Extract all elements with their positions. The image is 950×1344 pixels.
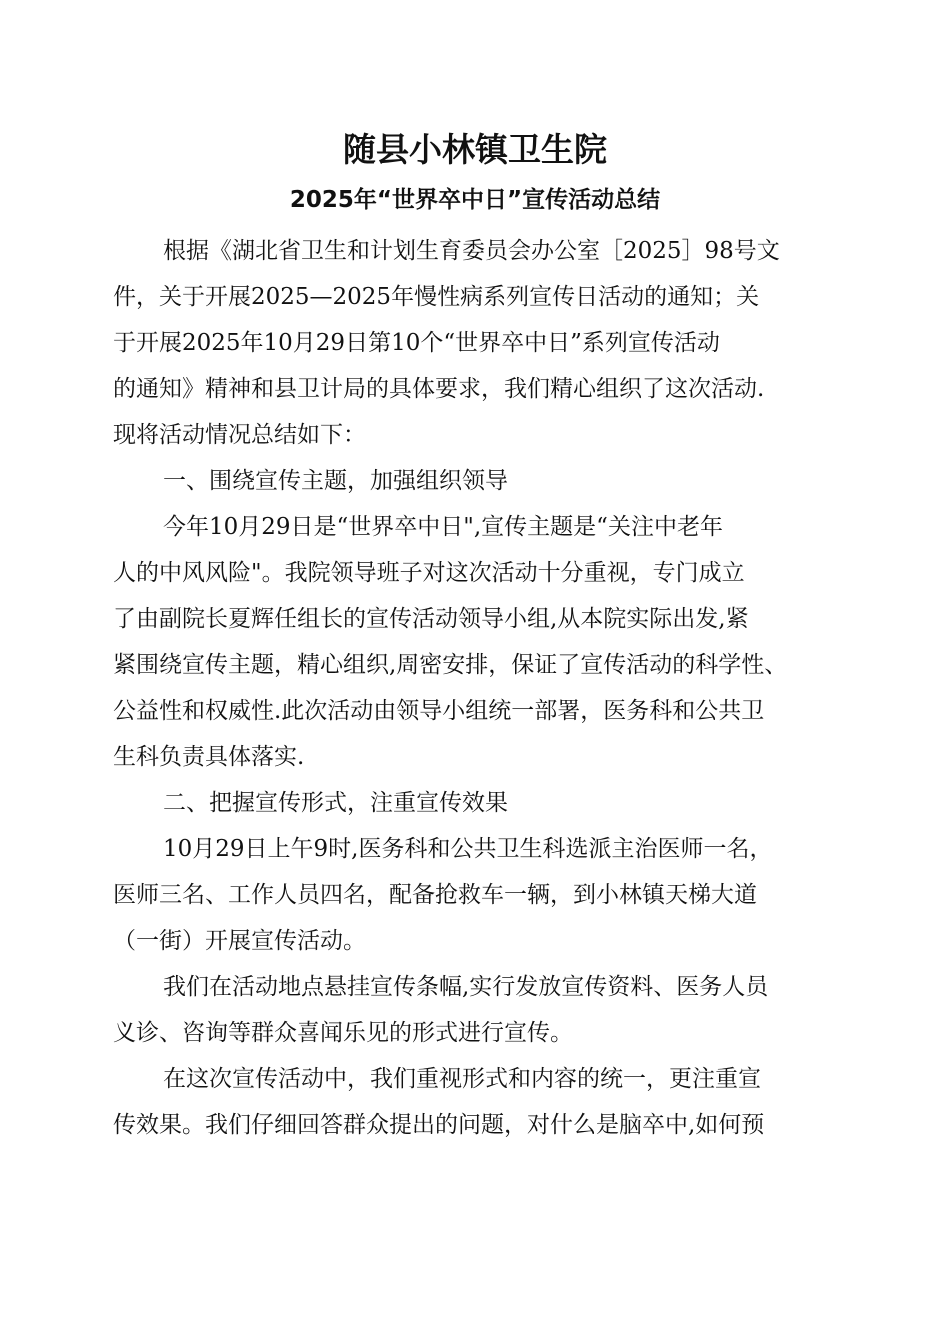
body-line: 生科负责具体落实. bbox=[113, 744, 305, 770]
body-line: 今年10月29日是“世界卒中日",宣传主题是“关注中老年 bbox=[163, 514, 723, 540]
body-line: 了由副院长夏辉任组长的宣传活动领导小组,从本院实际出发,紧 bbox=[113, 606, 749, 632]
document-subtitle: 2025年“世界卒中日”宣传活动总结 bbox=[289, 187, 661, 213]
body-line: 人的中风风险"。我院领导班子对这次活动十分重视，专门成立 bbox=[113, 560, 745, 586]
body-line: 我们在活动地点悬挂宣传条幅,实行发放宣传资料、医务人员 bbox=[163, 974, 769, 1000]
document-body bbox=[113, 228, 853, 1148]
body-line: 于开展2025年10月29日第10个“世界卒中日”系列宣传活动 bbox=[113, 330, 720, 356]
body-line: 在这次宣传活动中，我们重视形式和内容的统一，更注重宣 bbox=[163, 1066, 761, 1092]
section-heading: 二、把握宣传形式，注重宣传效果 bbox=[163, 790, 508, 816]
body-line: 公益性和权威性.此次活动由领导小组统一部署，医务科和公共卫 bbox=[113, 698, 765, 724]
body-line: （一街）开展宣传活动。 bbox=[113, 928, 366, 954]
document-title: 随县小林镇卫生院 bbox=[343, 130, 607, 169]
body-line: 义诊、咨询等群众喜闻乐见的形式进行宣传。 bbox=[113, 1020, 573, 1046]
body-line: 的通知》精神和县卫计局的具体要求，我们精心组织了这次活动. bbox=[113, 376, 765, 402]
body-line: 医师三名、工作人员四名，配备抢救车一辆，到小林镇天梯大道 bbox=[113, 882, 757, 908]
body-line: 传效果。我们仔细回答群众提出的问题，对什么是脑卒中,如何预 bbox=[113, 1112, 765, 1138]
section-heading: 一、围绕宣传主题，加强组织领导 bbox=[163, 468, 508, 494]
body-line: 根据《湖北省卫生和计划生育委员会办公室［2025］98号文 bbox=[163, 238, 780, 264]
body-line: 紧围绕宣传主题，精心组织,周密安排，保证了宣传活动的科学性、 bbox=[113, 652, 788, 678]
body-line: 件，关于开展2025—2025年慢性病系列宣传日活动的通知；关 bbox=[113, 284, 760, 310]
body-line: 现将活动情况总结如下： bbox=[113, 422, 366, 448]
body-line: 10月29日上午9时,医务科和公共卫生科选派主治医师一名， bbox=[163, 836, 773, 862]
